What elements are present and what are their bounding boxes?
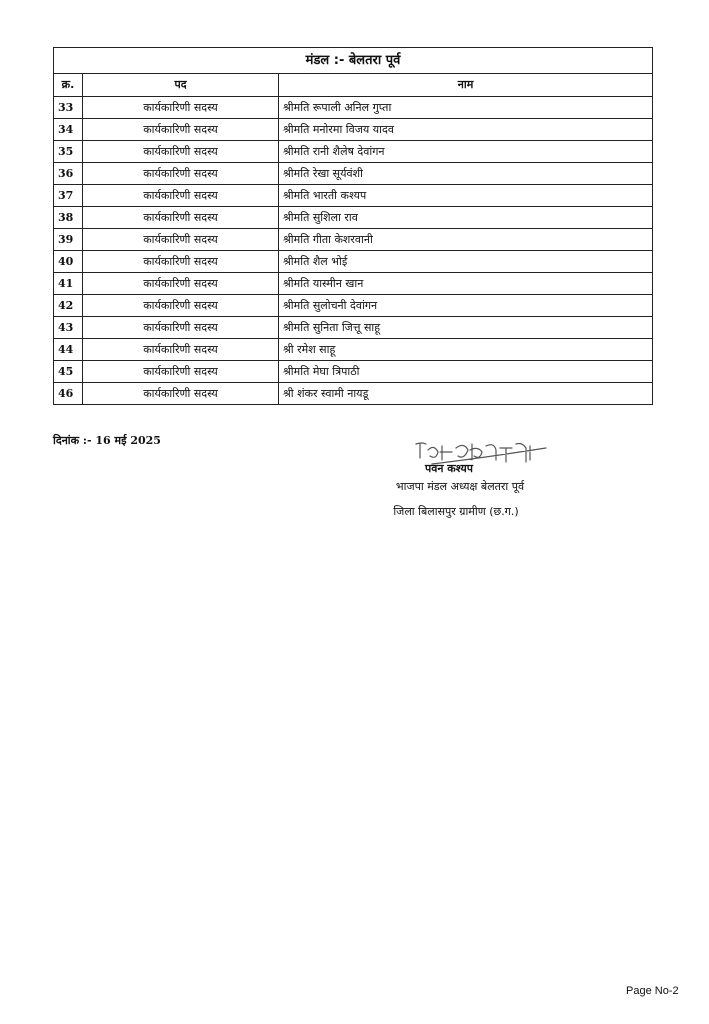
member-name-cell: श्रीमति गीता केशरवानी (279, 229, 653, 251)
serial-number-cell: 38 (54, 207, 83, 229)
member-table (53, 47, 653, 405)
serial-number-cell: 34 (54, 119, 83, 141)
member-name-cell: श्रीमति रूपाली अनिल गुप्ता (279, 97, 653, 119)
table-row (54, 339, 653, 361)
table-header-row (54, 74, 653, 97)
post-cell: कार्यकारिणी सदस्य (83, 251, 279, 273)
serial-number-cell: 42 (54, 295, 83, 317)
table-row (54, 207, 653, 229)
post-cell: कार्यकारिणी सदस्य (83, 97, 279, 119)
post-cell: कार्यकारिणी सदस्य (83, 339, 279, 361)
serial-number-cell: 36 (54, 163, 83, 185)
member-name-cell: श्रीमति भारती कश्यप (279, 185, 653, 207)
serial-number-cell: 46 (54, 383, 83, 405)
table-row (54, 119, 653, 141)
table-body (54, 97, 653, 405)
post-cell: कार्यकारिणी सदस्य (83, 295, 279, 317)
member-name-cell: श्रीमति मनोरमा विजय यादव (279, 119, 653, 141)
table-row (54, 185, 653, 207)
post-cell: कार्यकारिणी सदस्य (83, 383, 279, 405)
table-row (54, 97, 653, 119)
signer-district: जिला बिलासपुर ग्रामीण (छ.ग.) (393, 505, 519, 518)
post-cell: कार्यकारिणी सदस्य (83, 207, 279, 229)
table-row (54, 163, 653, 185)
table-row (54, 251, 653, 273)
serial-number-cell: 43 (54, 317, 83, 339)
post-cell: कार्यकारिणी सदस्य (83, 317, 279, 339)
serial-number-cell: 33 (54, 97, 83, 119)
table-row (54, 141, 653, 163)
member-name-cell: श्रीमति सुलोचनी देवांगन (279, 295, 653, 317)
table-row (54, 383, 653, 405)
post-cell: कार्यकारिणी सदस्य (83, 361, 279, 383)
serial-number-cell: 44 (54, 339, 83, 361)
table-title-row (54, 48, 653, 74)
signer-name: पवन कश्यप (424, 462, 474, 475)
table-row (54, 317, 653, 339)
header-post: पद (83, 74, 279, 97)
document-date: दिनांक :- 16 मई 2025 (53, 434, 161, 447)
page-number: Page No-2 (626, 985, 679, 997)
serial-number-cell: 45 (54, 361, 83, 383)
post-cell: कार्यकारिणी सदस्य (83, 119, 279, 141)
member-name-cell: श्रीमति सुनिता जित्तू साहू (279, 317, 653, 339)
member-name-cell: श्रीमति मेघा त्रिपाठी (279, 361, 653, 383)
post-cell: कार्यकारिणी सदस्य (83, 185, 279, 207)
serial-number-cell: 35 (54, 141, 83, 163)
header-name: नाम (279, 74, 653, 97)
table-row (54, 361, 653, 383)
member-name-cell: श्रीमति रेखा सूर्यवंशी (279, 163, 653, 185)
table-row (54, 229, 653, 251)
serial-number-cell: 37 (54, 185, 83, 207)
table-title: मंडल :- बेलतरा पूर्व (54, 48, 653, 74)
post-cell: कार्यकारिणी सदस्य (83, 273, 279, 295)
serial-number-cell: 40 (54, 251, 83, 273)
member-name-cell: श्रीमति सुशिला राव (279, 207, 653, 229)
member-name-cell: श्री शंकर स्वामी नायडू (279, 383, 653, 405)
member-name-cell: श्री रमेश साहू (279, 339, 653, 361)
header-serial: क्र. (54, 74, 83, 97)
member-name-cell: श्रीमति रानी शैलेष देवांगन (279, 141, 653, 163)
member-name-cell: श्रीमति शैल भोई (279, 251, 653, 273)
signer-designation: भाजपा मंडल अध्यक्ष बेलतरा पूर्व (395, 480, 525, 493)
table-row (54, 273, 653, 295)
serial-number-cell: 41 (54, 273, 83, 295)
post-cell: कार्यकारिणी सदस्य (83, 141, 279, 163)
member-name-cell: श्रीमति यास्मीन खान (279, 273, 653, 295)
post-cell: कार्यकारिणी सदस्य (83, 163, 279, 185)
post-cell: कार्यकारिणी सदस्य (83, 229, 279, 251)
table-row (54, 295, 653, 317)
serial-number-cell: 39 (54, 229, 83, 251)
